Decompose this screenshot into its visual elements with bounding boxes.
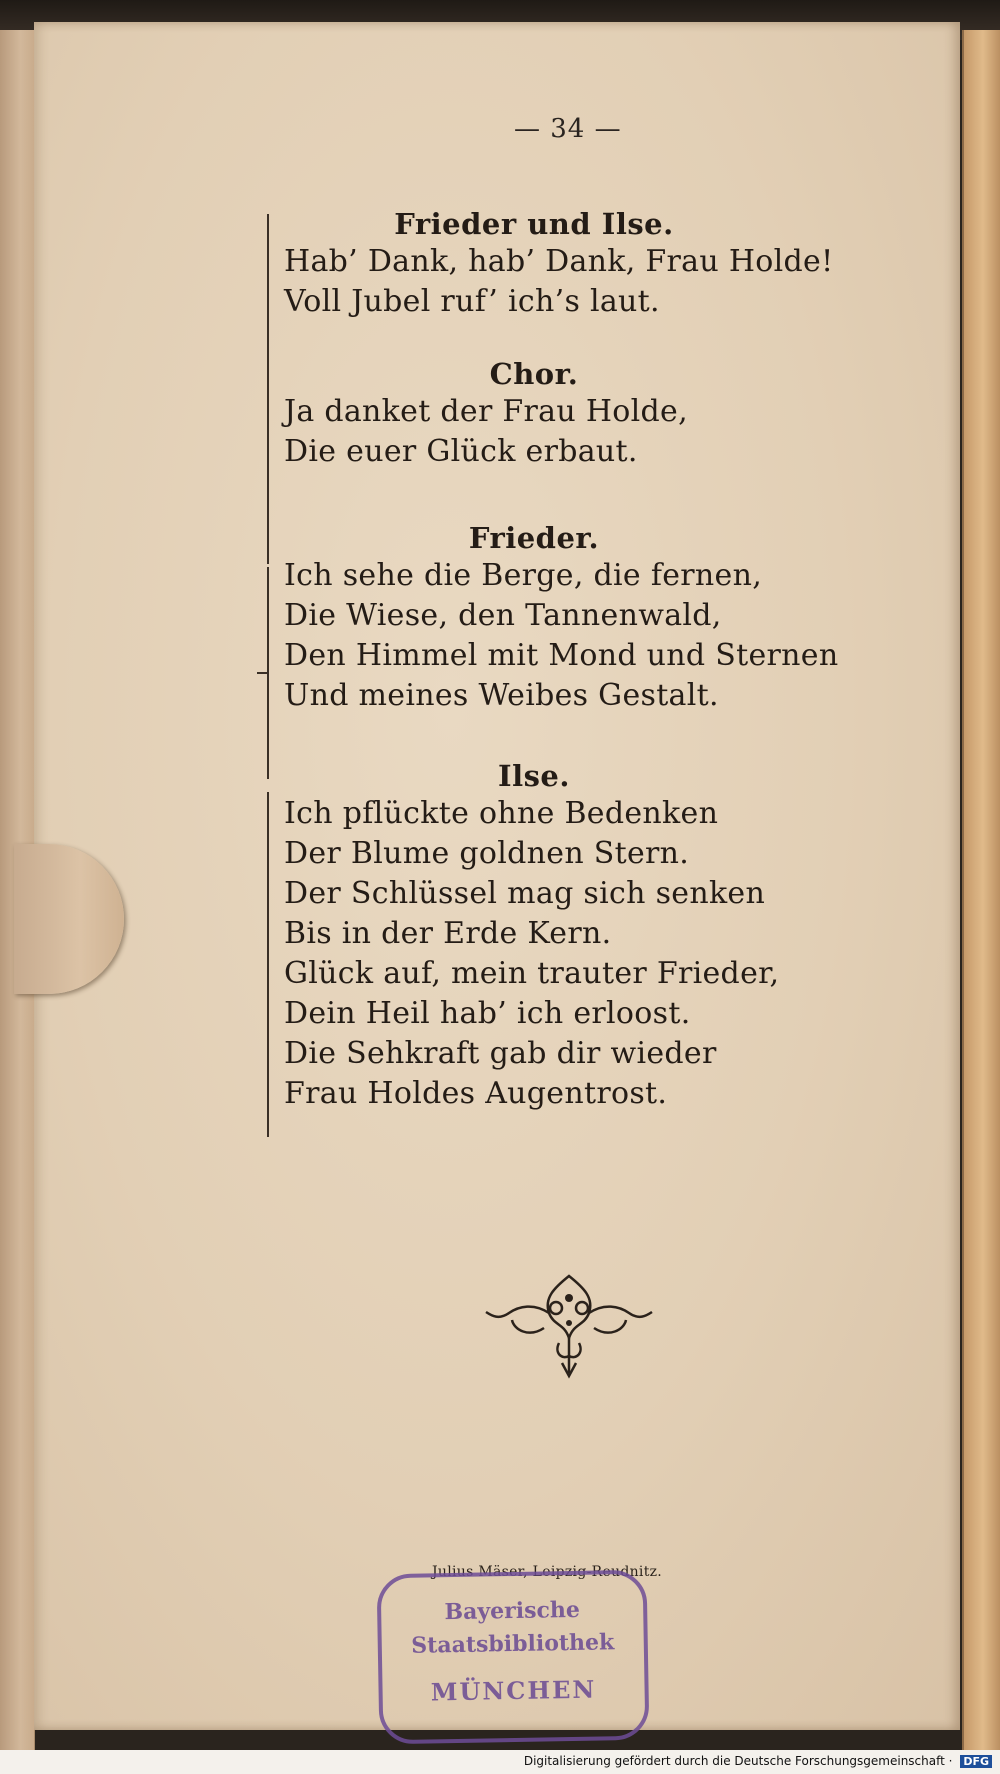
page-number: — 34 —	[514, 114, 622, 144]
bracket-line	[267, 214, 269, 564]
verse-line: Und meines Weibes Gestalt.	[284, 678, 719, 713]
section-heading: Ilse.	[498, 759, 570, 793]
verse-line: Ich pflückte ohne Bedenken	[284, 796, 719, 831]
verse-line: Ja danket der Frau Holde,	[284, 394, 688, 429]
section-heading: Frieder.	[468, 521, 600, 555]
verse-line: Voll Jubel ruf’ ich’s laut.	[284, 284, 660, 319]
verse-section	[284, 356, 864, 472]
book-page	[34, 22, 960, 1730]
verse-line: Glück auf, mein trauter Frieder,	[284, 956, 780, 991]
verse-section	[284, 520, 904, 716]
section-heading: Frieder und Ilse.	[394, 207, 674, 241]
verse-line: Frau Holdes Augentrost.	[284, 1076, 668, 1111]
verse-line: Die Wiese, den Tannenwald,	[284, 598, 722, 633]
section-heading: Chor.	[489, 357, 579, 391]
page-clip	[14, 844, 124, 994]
stamp-line: Bayerische	[444, 1596, 581, 1626]
verse-line: Dein Heil hab’ ich erloost.	[284, 996, 691, 1031]
verse-section	[284, 206, 864, 322]
verse-line: Die Sehkraft gab dir wieder	[284, 1036, 717, 1071]
ornament-vignette-icon	[484, 1268, 654, 1383]
digitization-credit: Digitalisierung gefördert durch die Deutsche Forschungsgemeinschaft · DFG	[524, 1754, 992, 1768]
verse-line: Der Schlüssel mag sich senken	[284, 876, 766, 911]
stamp-line: Staatsbibliothek	[411, 1629, 615, 1659]
verse-line: Hab’ Dank, hab’ Dank, Frau Holde!	[284, 244, 834, 279]
verse-line: Die euer Glück erbaut.	[284, 434, 638, 469]
bracket-tick	[257, 672, 269, 674]
book-right-cover	[962, 30, 1000, 1750]
printer-imprint: Julius Mäser, Leipzig-Reudnitz.	[432, 1564, 663, 1580]
dfg-logo: DFG	[960, 1755, 992, 1768]
bracket-line	[267, 792, 269, 1137]
verse-line: Der Blume goldnen Stern.	[284, 836, 690, 871]
stamp-line: MÜNCHEN	[430, 1674, 597, 1707]
credit-text: Digitalisierung gefördert durch die Deutsche Forschungsgemeinschaft	[523, 1754, 945, 1768]
library-stamp	[377, 1570, 650, 1745]
verse-line: Den Himmel mit Mond und Sternen	[284, 638, 839, 673]
verse-line: Ich sehe die Berge, die fernen,	[284, 558, 763, 593]
verse-section	[284, 758, 884, 1114]
verse-line: Bis in der Erde Kern.	[284, 916, 612, 951]
